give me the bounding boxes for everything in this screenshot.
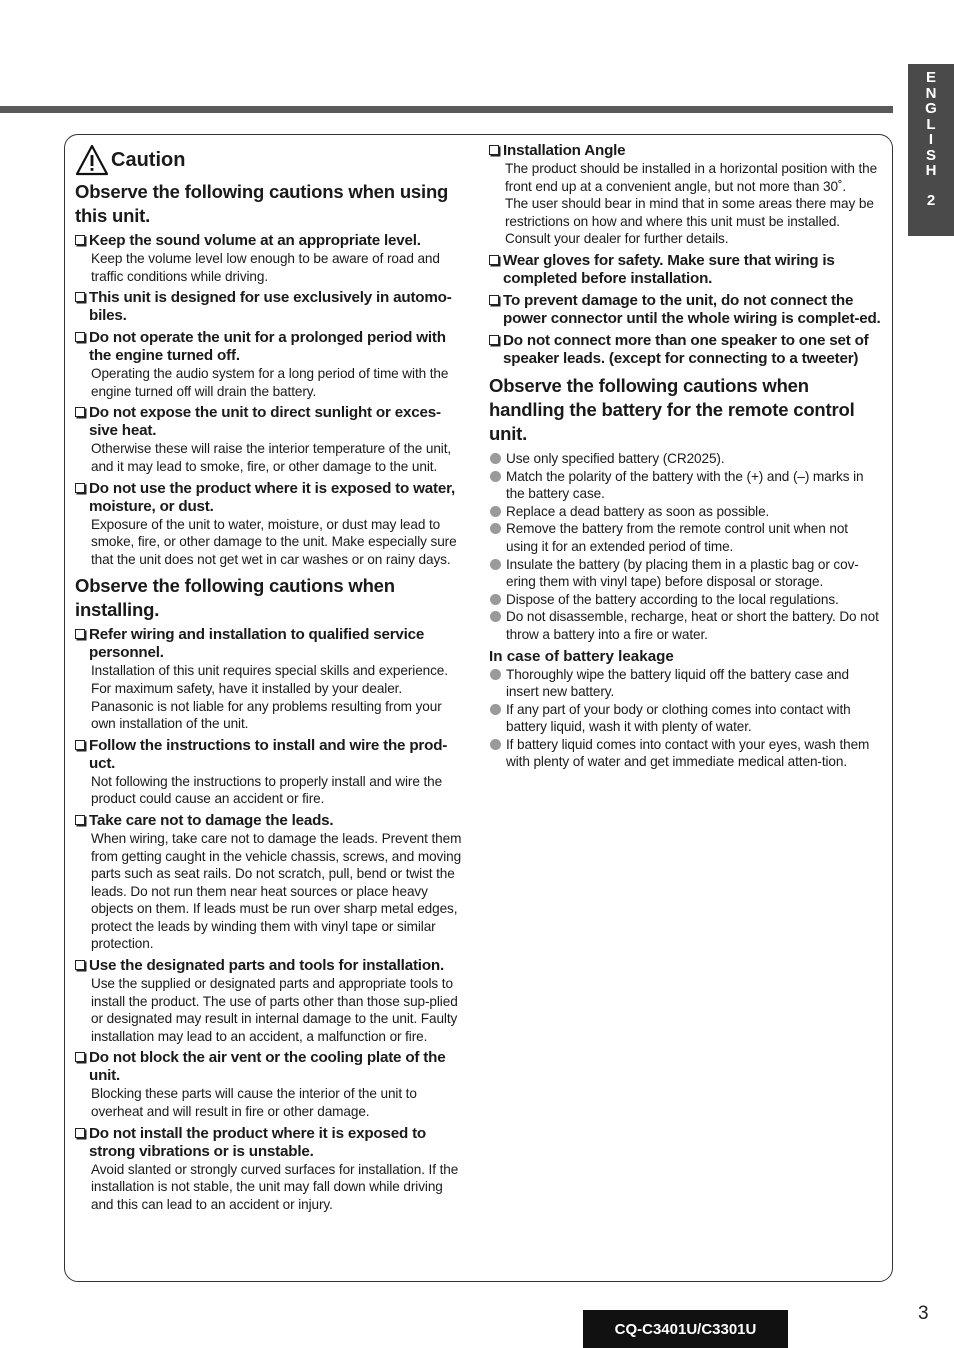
bullet-text: If any part of your body or clothing comes into contact with battery liquid, wash it with plenty of water. <box>506 701 851 735</box>
caution-item-heading <box>75 626 468 662</box>
model-number-label: CQ-C3401U/C3301U <box>583 1310 788 1348</box>
caution-item-body: When wiring, take care not to damage the leads. Prevent them from getting caught in the vehicle chassis, screws, and moving parts such as seat rails. Do not scratch, pull, bend or twist the leads. Do not run them near heat sources or place heavy objects on them. If leads must be run over sharp metal edges, protect the leads by winding them with vinyl tape or similar protection. <box>91 830 462 952</box>
caution-item-heading-text: Wear gloves for safety. Make sure that wiring is completed before installation. <box>503 251 835 287</box>
caution-item-heading <box>489 332 881 368</box>
caution-item <box>75 957 468 1045</box>
bullet-item <box>489 503 881 521</box>
caution-item-heading-text: Installation Angle <box>503 142 626 159</box>
bullet-item <box>489 666 881 701</box>
language-tab-letters <box>908 70 954 179</box>
warning-triangle-icon <box>75 143 109 177</box>
caution-item <box>489 332 881 368</box>
checkbox-bullet-icon <box>75 235 85 245</box>
bullet-dot-icon <box>490 559 501 570</box>
bullet-item <box>489 736 881 771</box>
caution-item-heading-text: Refer wiring and installation to qualified service personnel. <box>89 626 425 662</box>
caution-header <box>75 142 468 178</box>
caution-item-heading <box>75 232 468 250</box>
top-rule <box>0 106 893 113</box>
checkbox-bullet-icon <box>75 292 85 302</box>
battery-bullet-list <box>489 450 881 644</box>
bullet-dot-icon <box>490 594 501 605</box>
checkbox-bullet-icon <box>75 1128 85 1138</box>
caution-item-heading <box>75 404 468 440</box>
bullet-text: Do not disassemble, recharge, heat or short the battery. Do not throw a battery into a fire or water. <box>506 609 879 642</box>
caution-item-body: Exposure of the unit to water, moisture, or dust may lead to smoke, fire, or other damage to the unit. Make especially sure that the unit does not get wet in car washes or on rainy days. <box>91 516 457 567</box>
language-tab <box>908 64 954 236</box>
right-column <box>489 142 881 775</box>
bullet-dot-icon <box>490 523 501 534</box>
checkbox-bullet-icon <box>75 483 85 493</box>
caution-item-heading <box>75 1125 468 1161</box>
checkbox-bullet-icon <box>75 407 85 417</box>
caution-item-heading-text: This unit is designed for use exclusively in automo-biles. <box>89 289 452 325</box>
bullet-dot-icon <box>490 506 501 517</box>
caution-item <box>75 812 468 953</box>
checkbox-bullet-icon <box>489 255 499 265</box>
caution-item-body: The product should be installed in a horizontal position with the front end up at a convenient angle, but not more than 30˚. <box>505 161 878 194</box>
bullet-dot-icon <box>490 611 501 622</box>
caution-item-heading-text: Follow the instructions to install and wire the prod-uct. <box>89 736 448 772</box>
bullet-item <box>489 468 881 503</box>
caution-item-heading <box>75 737 468 773</box>
caution-item-body: Installation of this unit requires special skills and experience. For maximum safety, have it installed by your dealer. Panasonic is not liable for any problems resulting from your own installation of the unit. <box>91 663 448 732</box>
section-heading-using: Observe the following cautions when using this unit. <box>75 181 449 226</box>
left-column <box>75 142 468 1217</box>
caution-item-heading <box>75 1049 468 1085</box>
tab-letter: L <box>926 115 936 133</box>
bullet-text: Remove the battery from the remote control unit when not using it for an extended period of time. <box>506 521 848 554</box>
caution-item-heading <box>75 957 468 975</box>
checkbox-bullet-icon <box>75 332 85 342</box>
section-heading-installing: Observe the following cautions when installing. <box>75 575 395 621</box>
checkbox-bullet-icon <box>489 295 499 305</box>
caution-item <box>75 329 468 400</box>
tab-letter: G <box>925 100 937 117</box>
caution-item-heading-text: Do not use the product where it is exposed to water, moisture, or dust. <box>89 479 455 515</box>
bullet-item <box>489 520 881 555</box>
bullet-dot-icon <box>490 669 501 680</box>
caution-item-heading-text: Do not expose the unit to direct sunlight or exces-sive heat. <box>89 404 441 440</box>
caution-item-heading-text: Do not operate the unit for a prolonged period with the engine turned off. <box>89 329 446 365</box>
caution-item <box>75 232 468 285</box>
tab-letter: N <box>925 84 937 102</box>
caution-item <box>75 289 468 325</box>
checkbox-bullet-icon <box>75 815 85 825</box>
bullet-text: Insulate the battery (by placing them in a plastic bag or cov-ering them with vinyl tape) before disposal or storage. <box>506 556 859 590</box>
caution-item-heading <box>489 142 881 160</box>
caution-item-heading <box>489 252 881 288</box>
leakage-heading: In case of battery leakage <box>489 647 674 665</box>
bullet-text: If battery liquid comes into contact with your eyes, wash them with plenty of water and get immediate medical atten-tion. <box>506 736 870 770</box>
caution-item-heading-text: Use the designated parts and tools for installation. <box>89 957 444 975</box>
bullet-text: Replace a dead battery as soon as possible. <box>506 503 770 519</box>
bullet-item <box>489 450 881 468</box>
caution-item-heading <box>75 812 468 830</box>
caution-item-heading <box>75 329 468 365</box>
caution-item <box>75 626 468 732</box>
bullet-item <box>489 556 881 591</box>
caution-item-heading-text: Take care not to damage the leads. <box>89 811 334 829</box>
tab-letter: E <box>925 69 936 86</box>
checkbox-bullet-icon <box>75 1052 85 1062</box>
bullet-text: Use only specified battery (CR2025). <box>506 450 725 466</box>
leakage-bullet-list <box>489 666 881 772</box>
section-heading-battery: Observe the following cautions when handling the battery for the remote control unit. <box>489 374 855 444</box>
bullet-text: Dispose of the battery according to the local regulations. <box>506 591 839 607</box>
page-number: 3 <box>918 1303 929 1324</box>
caution-item-heading-text: Do not block the air vent or the cooling plate of the unit. <box>89 1049 446 1085</box>
checkbox-bullet-icon <box>75 960 85 970</box>
bullet-text: Match the polarity of the battery with the (+) and (–) marks in the battery case. <box>506 468 864 502</box>
language-tab-number: 2 <box>926 191 936 209</box>
caution-item-body: Operating the audio system for a long period of time with the engine turned off will drain the battery. <box>91 366 449 399</box>
caution-item-heading <box>75 289 468 325</box>
caution-item <box>489 142 881 248</box>
caution-item-body: Otherwise these will raise the interior temperature of the unit, and it may lead to smoke, fire, or other damage to the unit. <box>91 441 452 474</box>
caution-item-body: Keep the volume level low enough to be aware of road and traffic conditions while driving. <box>91 251 440 284</box>
tab-letter: I <box>928 131 934 148</box>
checkbox-bullet-icon <box>75 629 85 639</box>
bullet-dot-icon <box>490 739 501 750</box>
bullet-item <box>489 591 881 609</box>
caution-item-heading-text: Do not connect more than one speaker to one set of speaker leads. (except for connecting to a tweeter) <box>503 331 869 367</box>
caution-item-body: Blocking these parts will cause the interior of the unit to overheat and will result in fire or other damage. <box>91 1086 417 1120</box>
caution-item-body: Not following the instructions to properly install and wire the product could cause an accident or fire. <box>91 773 443 807</box>
checkbox-bullet-icon <box>75 740 85 750</box>
caution-item <box>489 252 881 288</box>
caution-item <box>75 1049 468 1120</box>
bullet-item <box>489 608 881 643</box>
caution-item-heading <box>489 292 881 328</box>
bullet-dot-icon <box>490 453 501 464</box>
caution-item-heading-text: Keep the sound volume at an appropriate level. <box>89 232 421 249</box>
caution-item <box>75 1125 468 1214</box>
caution-item <box>75 404 468 475</box>
checkbox-bullet-icon <box>489 335 499 345</box>
caution-item-body: Use the supplied or designated parts and appropriate tools to install the product. The use of parts other than those sup-plied or designated may result in internal damage to the unit. Faulty installation may lead to an accident, a malfunction or fire. <box>91 976 458 1044</box>
caution-item <box>489 292 881 328</box>
tab-letter: H <box>925 162 937 179</box>
bullet-item <box>489 701 881 736</box>
bullet-dot-icon <box>490 704 501 715</box>
caution-item-body: Avoid slanted or strongly curved surfaces for installation. If the installation is not stable, the unit may fall down while driving and this can lead to an accident or injury. <box>91 1161 459 1212</box>
bullet-dot-icon <box>490 471 501 482</box>
caution-item-heading-text: To prevent damage to the unit, do not connect the power connector until the whole wiring is complet-ed. <box>503 291 881 327</box>
tab-letter: S <box>925 146 936 164</box>
caution-title: Caution <box>111 148 186 171</box>
bullet-text: Thoroughly wipe the battery liquid off the battery case and insert new battery. <box>506 666 849 700</box>
checkbox-bullet-icon <box>489 145 499 155</box>
caution-item-heading-text: Do not install the product where it is exposed to strong vibrations or is unstable. <box>89 1124 427 1160</box>
caution-item-body: The user should bear in mind that in some areas there may be restrictions on how and where this unit must be installed. Consult your dealer for further details. <box>505 196 874 247</box>
caution-item-heading <box>75 480 468 516</box>
caution-item <box>75 480 468 569</box>
caution-item <box>75 737 468 808</box>
